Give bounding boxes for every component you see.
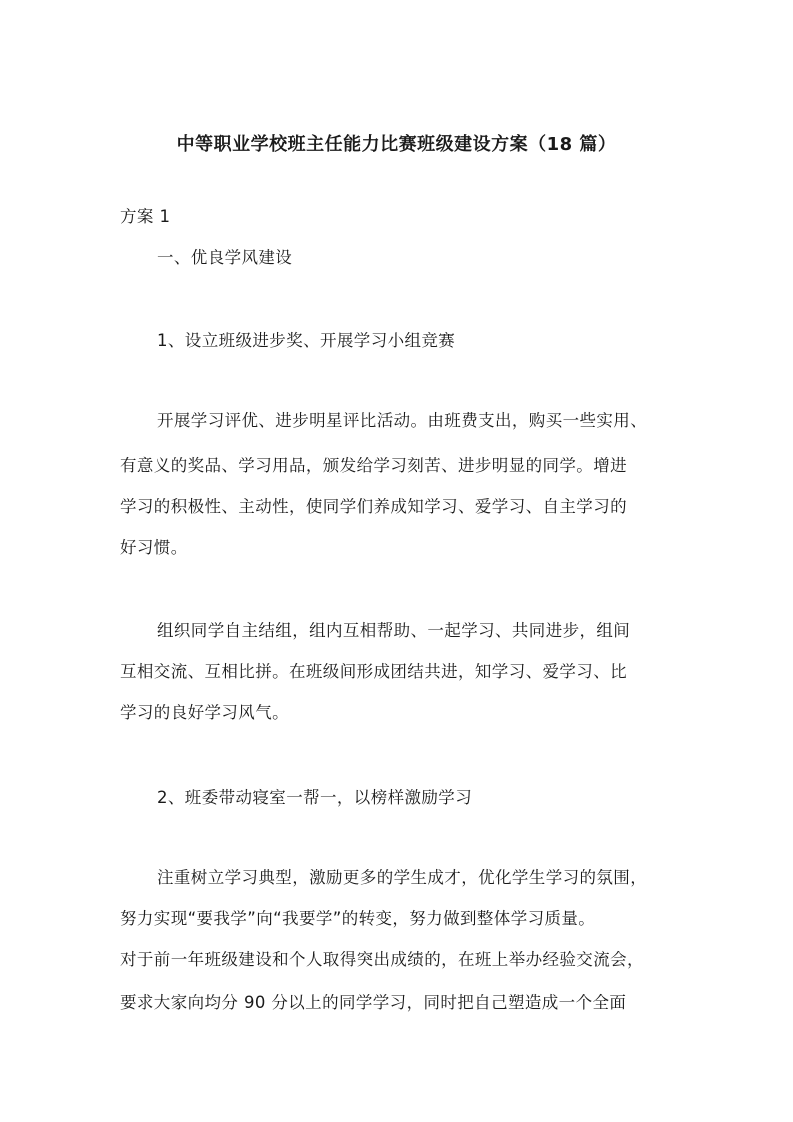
section-heading: 一、优良学风建设: [157, 248, 293, 267]
paragraph-2-line-2: 互相交流、互相比拼。在班级间形成团结共进，知学习、爱学习、比: [120, 662, 627, 681]
paragraph-1-line-4: 好习惯。: [120, 538, 188, 557]
paragraph-2-line-3: 学习的良好学习风气。: [120, 703, 289, 722]
paragraph-3-line-3: 对于前一年班级建设和个人取得突出成绩的，在班上举办经验交流会，: [120, 950, 644, 969]
paragraph-3-line-2: 努力实现“要我学”向“我要学”的转变，努力做到整体学习质量。: [120, 909, 596, 928]
paragraph-3-line-4: 要求大家向均分 90 分以上的同学学习，同时把自己塑造成一个全面: [120, 993, 627, 1012]
sub-heading-1: 1、设立班级进步奖、开展学习小组竞赛: [157, 331, 456, 350]
sub-heading-2: 2、班委带动寝室一帮一，以榜样激励学习: [157, 788, 473, 807]
paragraph-2-line-1: 组织同学自主结组，组内互相帮助、一起学习、共同进步，组间: [157, 621, 631, 640]
paragraph-1-line-1: 开展学习评优、进步明星评比活动。由班费支出，购买一些实用、: [157, 411, 648, 430]
plan-label: 方案 1: [120, 207, 171, 226]
paragraph-1-line-2: 有意义的奖品、学习用品，颁发给学习刻苦、进步明显的同学。增进: [120, 456, 627, 475]
document-title: 中等职业学校班主任能力比赛班级建设方案（18 篇）: [176, 134, 617, 155]
paragraph-1-line-3: 学习的积极性、主动性，使同学们养成知学习、爱学习、自主学习的: [120, 497, 627, 516]
paragraph-3-line-1: 注重树立学习典型，激励更多的学生成才，优化学生学习的氛围，: [157, 868, 648, 887]
